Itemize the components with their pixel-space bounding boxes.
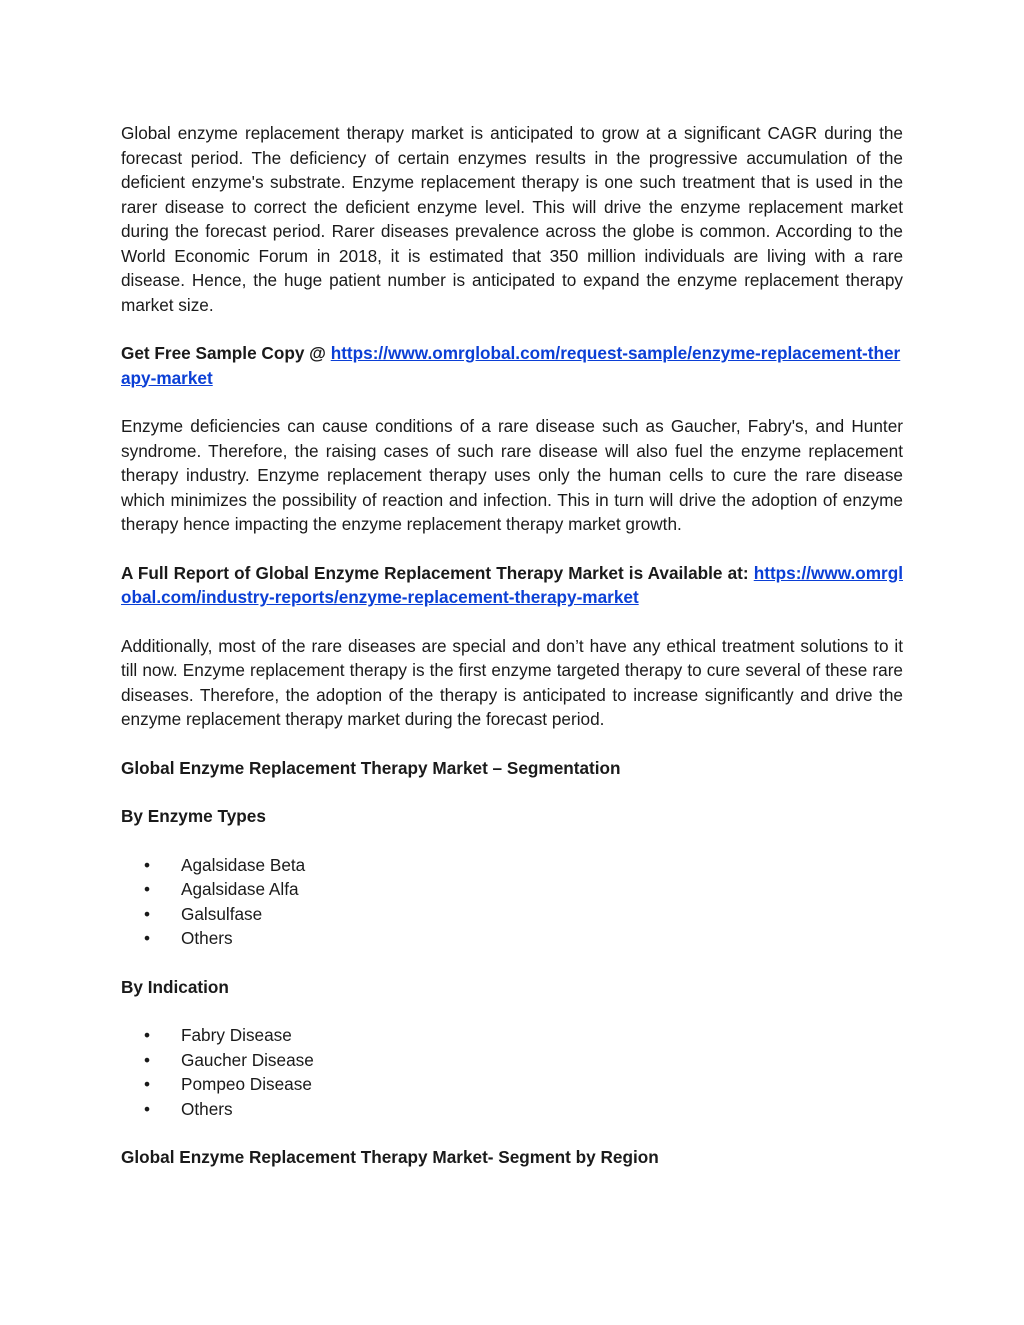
document-body xyxy=(121,121,903,1194)
list-item-label: Galsulfase xyxy=(181,903,263,924)
list-item-label: Fabry Disease xyxy=(181,1025,292,1045)
list-item xyxy=(121,1048,903,1073)
list-item xyxy=(121,877,903,902)
list-item xyxy=(121,1097,903,1122)
region-heading: Global Enzyme Replacement Therapy Market- Segment by Region xyxy=(121,1147,659,1167)
sample-copy-label: Get Free Sample Copy @ xyxy=(121,343,331,363)
list-item-label: Agalsidase Alfa xyxy=(181,879,299,899)
bullet-icon: • xyxy=(144,903,151,924)
bullet-icon: • xyxy=(144,854,151,875)
indication-heading: By Indication xyxy=(121,976,229,997)
bullet-icon: • xyxy=(144,1074,151,1094)
list-item-label: Gaucher Disease xyxy=(181,1049,314,1070)
full-report-label: A Full Report of Global Enzyme Replacement Therapy Market is Available at: xyxy=(121,562,754,583)
bullet-icon: • xyxy=(144,928,151,948)
indication-list xyxy=(121,1023,903,1121)
enzyme-types-heading: By Enzyme Types xyxy=(121,806,266,826)
list-item xyxy=(121,1023,903,1048)
list-item-label: Others xyxy=(181,1098,233,1119)
list-item xyxy=(121,1072,903,1097)
segmentation-heading: Global Enzyme Replacement Therapy Market – Segmentation xyxy=(121,757,621,778)
list-item-label: Others xyxy=(181,928,233,948)
bullet-icon: • xyxy=(144,1049,151,1070)
list-item-label: Agalsidase Beta xyxy=(181,854,306,875)
bullet-icon: • xyxy=(144,1098,151,1119)
enzyme-types-list xyxy=(121,853,903,951)
intro-paragraph: Global enzyme replacement therapy market is anticipated to grow at a significant CAGR during the forecast period. The deficiency of certain enzymes results in the progressive accumulation of the deficient enzyme's substrate. Enzyme replacement therapy is one such treatment that is used in the rarer disease to correct the deficient enzyme level. This will drive the enzyme replacement market during the forecast period. Rarer diseases prevalence across the globe is common. According to the World Economic Forum in 2018, it is estimated that 350 million individuals are living with a rare disease. Hence, the huge patient number is anticipated to expand the enzyme replacement therapy market size. xyxy=(121,123,903,315)
bullet-icon: • xyxy=(144,1025,151,1045)
list-item xyxy=(121,902,903,927)
sample-copy-line xyxy=(121,341,903,390)
additional-paragraph: Additionally, most of the rare diseases are special and don’t have any ethical treatment solutions to it till now. Enzyme replacement therapy is the first enzyme targeted therapy to cure several of these rare diseases. Therefore, the adoption of the therapy is anticipated to increase significantly and drive the enzyme replacement therapy market during the forecast period. xyxy=(121,635,903,729)
deficiency-paragraph: Enzyme deficiencies can cause conditions of a rare disease such as Gaucher, Fabry's, and Hunter syndrome. Therefore, the raising cases of such rare disease will also fuel the enzyme replacement therapy industry. Enzyme replacement therapy uses only the human cells to cure the rare disease which minimizes the possibility of reaction and infection. This in turn will drive the adoption of enzyme therapy hence impacting the enzyme replacement therapy market growth. xyxy=(121,416,903,534)
full-report-link[interactable]: https://www.omrglobal.com/industry-reports/enzyme-replacement-therapy-market xyxy=(121,562,903,607)
bullet-icon: • xyxy=(144,879,151,899)
list-item-label: Pompeo Disease xyxy=(181,1074,312,1094)
list-item xyxy=(121,853,903,878)
list-item xyxy=(121,926,903,951)
sample-copy-link[interactable]: https://www.omrglobal.com/request-sample/enzyme-replacement-therapy-market xyxy=(121,343,901,388)
full-report-line xyxy=(121,561,903,610)
